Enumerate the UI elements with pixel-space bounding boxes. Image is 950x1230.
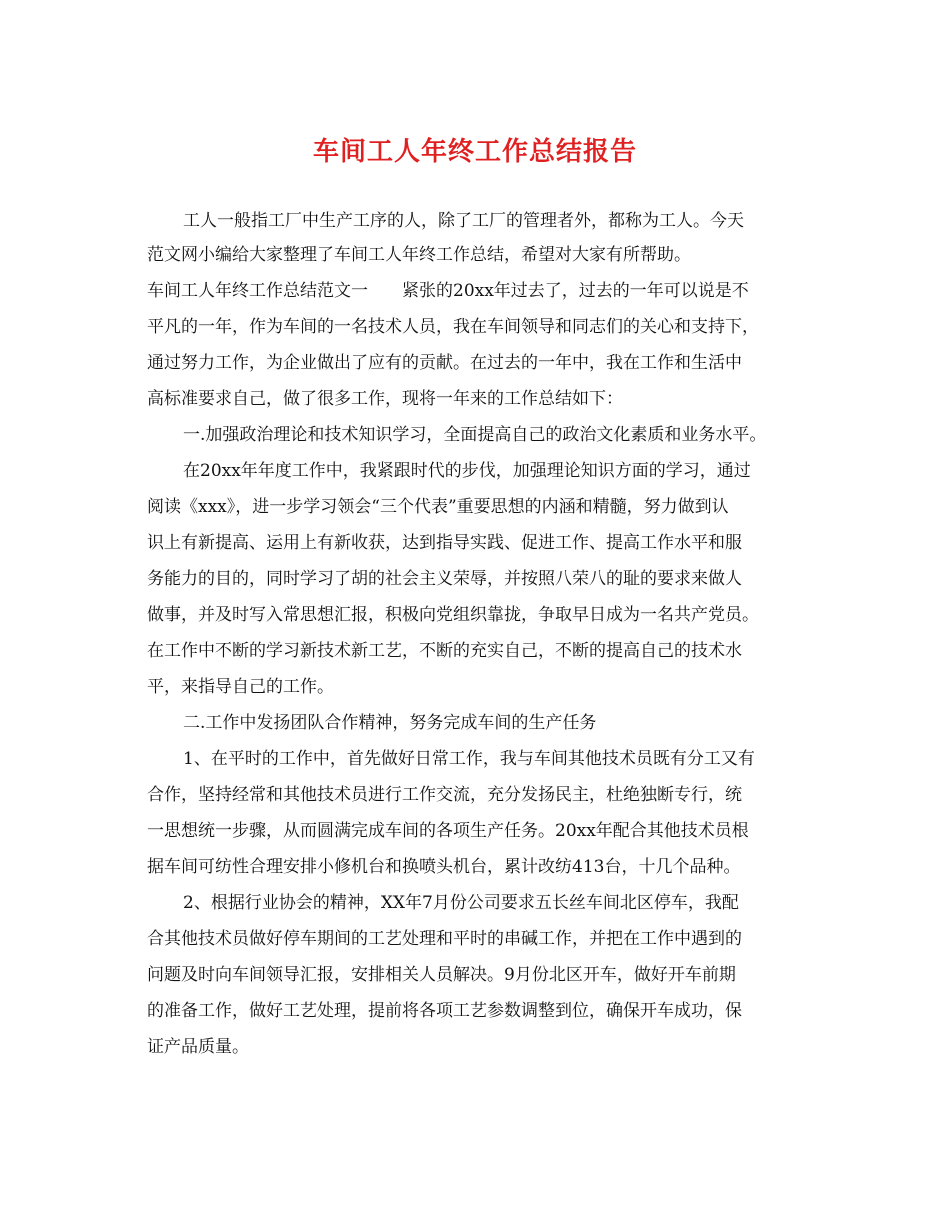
text-line: 通过努力工作，为企业做出了应有的贡献。在过去的一年中，我在工作和生活中 [147, 353, 742, 373]
text-line: 在20xx年年度工作中，我紧跟时代的步伐，加强理论知识方面的学习，通过 [183, 461, 751, 481]
text-line: 据车间可纺性合理安排小修机台和换喷头机台，累计改纺413台，十几个品种。 [147, 857, 741, 877]
text-line: 的准备工作，做好工艺处理，提前将各项工艺参数调整到位，确保开车成功，保 [147, 1001, 742, 1021]
text-line: 阅读《xxx》，进一步学习领会“三个代表”重要思想的内涵和精髓，努力做到认 [147, 497, 729, 517]
text-line: 平，来指导自己的工作。 [147, 677, 334, 697]
text-line: 合其他技术员做好停车期间的工艺处理和平时的串碱工作，并把在工作中遇到的 [147, 929, 742, 949]
text-line: 做事，并及时写入常思想汇报，积极向党组织靠拢，争取早日成为一名共产党员。 [147, 605, 759, 625]
text-line: 范文网小编给大家整理了车间工人年终工作总结，希望对大家有所帮助。 [147, 245, 691, 265]
text-line: 高标准要求自己，做了很多工作，现将一年来的工作总结如下： [147, 389, 623, 409]
text-line: 2、根据行业协会的精神，XX年7月份公司要求五长丝车间北区停车，我配 [183, 893, 739, 913]
section-heading: 一.加强政治理论和技术知识学习，全面提高自己的政治文化素质和业务水平。 [183, 425, 767, 445]
document-title: 车间工人年终工作总结报告 [312, 137, 637, 167]
text-line: 工人一般指工厂中生产工序的人，除了工厂的管理者外，都称为工人。今天 [183, 211, 744, 231]
text-line: 车间工人年终工作总结范文一 紧张的20xx年过去了，过去的一年可以说是不 [147, 281, 749, 301]
text-line: 问题及时向车间领导汇报，安排相关人员解决。9月份北区开车，做好开车前期 [147, 965, 736, 985]
text-line: 平凡的一年，作为车间的一名技术人员，我在车间领导和同志们的关心和支持下， [147, 317, 759, 337]
text-line: 合作，坚持经常和其他技术员进行工作交流，充分发扬民主，杜绝独断专行，统 [147, 785, 742, 805]
text-line: 在工作中不断的学习新技术新工艺，不断的充实自己，不断的提高自己的技术水 [147, 641, 742, 661]
text-line: 1、在平时的工作中，首先做好日常工作，我与车间其他技术员既有分工又有 [183, 749, 755, 769]
text-line: 一思想统一步骤，从而圆满完成车间的各项生产任务。20xx年配合其他技术员根 [147, 821, 749, 841]
text-line: 务能力的目的，同时学习了胡的社会主义荣辱，并按照八荣八的耻的要求来做人 [147, 569, 742, 589]
text-line: 证产品质量。 [147, 1037, 249, 1057]
text-line: 识上有新提高、运用上有新收获，达到指导实践、促进工作、提高工作水平和服 [147, 533, 742, 553]
section-heading: 二.工作中发扬团队合作精神，努务完成车间的生产任务 [183, 713, 597, 733]
